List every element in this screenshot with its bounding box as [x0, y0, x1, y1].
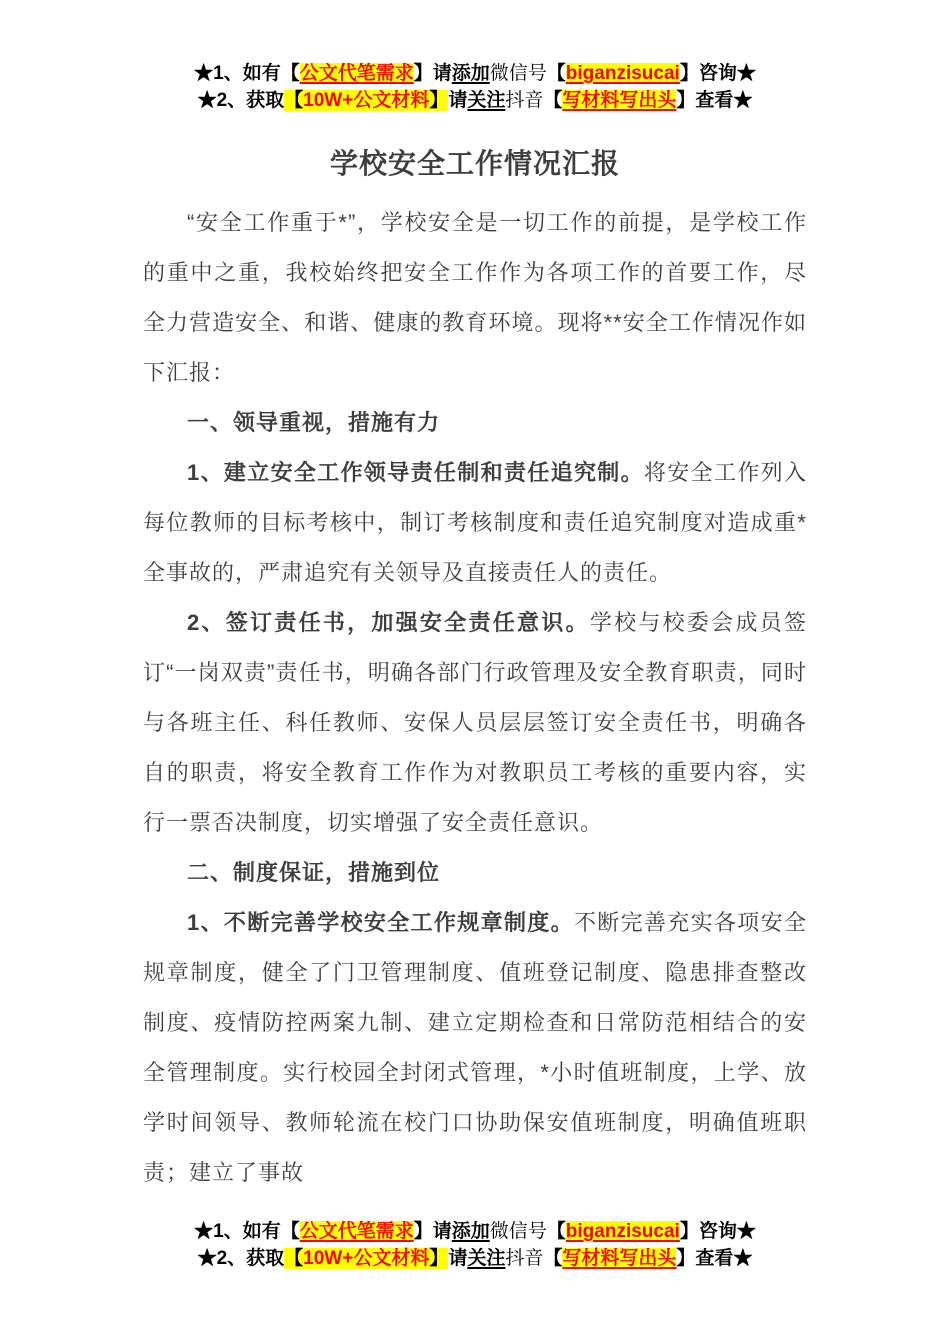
paragraph-intro: “安全工作重于*”，学校安全是一切工作的前提，是学校工作的重中之重，我校始终把安全工作作为各项工作的首要工作，尽全力营造安全、和谐、健康的教育环境。现将**安全工作情况作如下汇报： [143, 210, 807, 385]
banner-text: 抖音 [505, 1248, 544, 1269]
section-1-paragraph-2 [143, 598, 807, 848]
document-body [143, 198, 807, 1198]
banner-text: 【 [546, 1221, 566, 1242]
banner-text: 抖音 [505, 90, 544, 111]
paragraph-lead: 1、建立安全工作领导责任制和责任追究制。 [187, 460, 644, 485]
banner-highlight-wechat-id: biganzisucai [565, 1221, 680, 1242]
footer-banner-line-2 [0, 1245, 950, 1272]
banner-underline-add: 添加 [451, 1221, 490, 1242]
banner-text: ★2、获取 [197, 1248, 285, 1269]
banner-text: ★2、获取 [197, 90, 285, 111]
banner-highlight-writing-service: 公文代笔需求 [299, 63, 414, 84]
banner-text: 】查看★ [676, 90, 753, 111]
header-banner-line-2 [0, 87, 950, 114]
header-banner [0, 0, 950, 114]
section-2-heading: 二、制度保证，措施到位 [187, 860, 441, 885]
banner-text: 】查看★ [676, 1248, 753, 1269]
banner-text: 【 [284, 1248, 304, 1269]
banner-text: 】请 [413, 63, 452, 84]
banner-text: 微信号 [489, 1221, 547, 1242]
section-1-heading: 一、领导重视，措施有力 [187, 410, 441, 435]
banner-text: 】咨询★ [679, 63, 756, 84]
banner-text: 】请 [413, 1221, 452, 1242]
banner-text: ★1、如有【 [194, 1221, 300, 1242]
document-title: 学校安全工作情况汇报 [329, 148, 620, 179]
footer-banner [0, 1218, 950, 1272]
banner-text: ★1、如有【 [194, 63, 300, 84]
section-2-paragraph-1 [143, 898, 807, 1198]
banner-text: 】咨询★ [679, 1221, 756, 1242]
banner-text: 【 [543, 90, 563, 111]
banner-highlight-materials: 10W+公文材料 [303, 90, 430, 111]
paragraph-text: 学校与校委会成员签订“一岗双责”责任书，明确各部门行政管理及安全教育职责，同时与各班主任、科任教师、安保人员层层签订安全责任书，明确各自的职责，将安全教育工作作为对教职员工考核的重要内容，实行一票否决制度，切实增强了安全责任意识。 [143, 610, 807, 835]
banner-text: 请 [448, 1248, 468, 1269]
header-banner-line-1 [0, 60, 950, 87]
banner-underline-follow: 关注 [467, 90, 506, 111]
banner-text: 【 [543, 1248, 563, 1269]
paragraph-lead: 2、签订责任书，加强安全责任意识。 [187, 610, 590, 635]
banner-text: 【 [284, 90, 304, 111]
banner-underline-follow: 关注 [467, 1248, 506, 1269]
banner-text: 【 [546, 63, 566, 84]
paragraph-text: 将安全工作列入每位教师的目标考核中，制订考核制度和责任追究制度对造成重*全事故的，严肃追究有关领导及直接责任人的责任。 [143, 460, 807, 585]
footer-banner-line-1 [0, 1218, 950, 1245]
banner-text: 】 [429, 1248, 449, 1269]
banner-highlight-materials: 10W+公文材料 [303, 1248, 430, 1269]
banner-highlight-writing-service: 公文代笔需求 [299, 1221, 414, 1242]
banner-text: 请 [448, 90, 468, 111]
banner-highlight-wechat-id: biganzisucai [565, 63, 680, 84]
banner-underline-add: 添加 [451, 63, 490, 84]
banner-highlight-douyin-account: 写材料写出头 [562, 1248, 677, 1269]
section-1-paragraph-1 [143, 448, 807, 598]
paragraph-text: 不断完善充实各项安全规章制度，健全了门卫管理制度、值班登记制度、隐患排查整改制度、疫情防控两案九制、建立定期检查和日常防范相结合的安全管理制度。实行校园全封闭式管理，*小时值班制度，上学、放学时间领导、教师轮流在校门口协助保安值班制度，明确值班职责；建立了事故 [143, 910, 807, 1185]
banner-text: 】 [429, 90, 449, 111]
banner-text: 微信号 [489, 63, 547, 84]
banner-highlight-douyin-account: 写材料写出头 [562, 90, 677, 111]
paragraph-lead: 1、不断完善学校安全工作规章制度。 [187, 910, 574, 935]
